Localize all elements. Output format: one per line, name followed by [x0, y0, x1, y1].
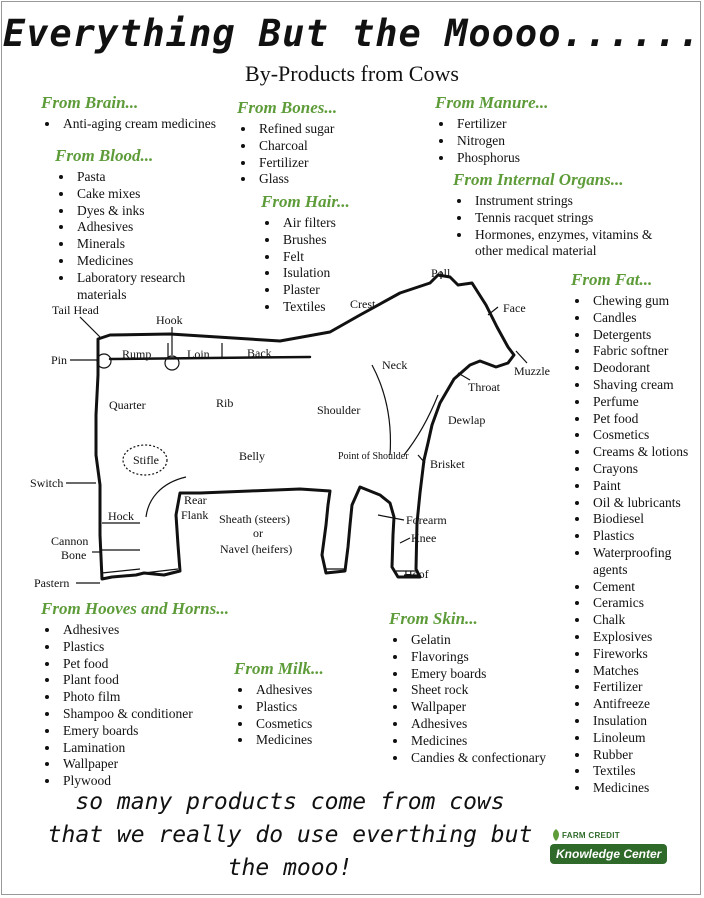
label-or: or [253, 526, 263, 540]
section-milk [234, 659, 324, 749]
muzzle-arrow [516, 351, 527, 363]
list-item: Shaving cream [593, 377, 697, 394]
list-item: Brushes [283, 232, 350, 249]
list-item: Felt [283, 249, 350, 266]
list-item: Plywood [63, 773, 229, 790]
section-heading: From Internal Organs... [453, 170, 624, 189]
section-brain [41, 93, 216, 133]
list-item: Textiles [593, 763, 697, 780]
section-fat [571, 270, 697, 797]
list-item: Insulation [593, 713, 697, 730]
section-manure [435, 93, 548, 166]
label-tail-head: Tail Head [52, 303, 99, 317]
list-item: Medicines [411, 733, 546, 750]
list-item: Wallpaper [411, 699, 546, 716]
label-forearm: Forearm [406, 513, 447, 527]
list-item: Rubber [593, 747, 697, 764]
label-face: Face [503, 301, 526, 315]
list-item: Paint [593, 478, 697, 495]
list-item: Adhesives [63, 622, 229, 639]
list-item: Ceramics [593, 595, 697, 612]
label-rear: Rear [184, 493, 207, 507]
section-heading: From Hair... [261, 192, 350, 211]
list-item: Creams & lotions [593, 444, 697, 461]
forearm-arrow [378, 515, 404, 520]
section-heading: From Brain... [41, 93, 139, 112]
list-item: Wallpaper [63, 756, 229, 773]
label-pastern: Pastern [34, 576, 70, 590]
list-item: Plaster [283, 282, 350, 299]
list-item: Minerals [77, 236, 215, 253]
label-flank: Flank [181, 508, 209, 522]
label-poll: Poll [431, 266, 451, 280]
list-item: Adhesives [77, 219, 215, 236]
section-heading: From Milk... [234, 659, 324, 678]
section-internal-organs [453, 170, 681, 260]
label-back: Back [247, 346, 272, 360]
list-item: Shampoo & conditioner [63, 706, 229, 723]
label-stifle: Stifle [133, 453, 159, 467]
label-hook: Hook [156, 313, 183, 327]
list-item: Plastics [593, 528, 697, 545]
footer-line: so many products come from cows [75, 789, 505, 815]
section-skin [389, 609, 546, 766]
label-point-of-shoulder: Point of Shoulder [338, 451, 409, 462]
list-item: Explosives [593, 629, 697, 646]
list-item: Plant food [63, 672, 229, 689]
section-hooves-horns [41, 599, 229, 790]
list-item: Dyes & inks [77, 203, 215, 220]
label-switch: Switch [30, 476, 64, 490]
cow-diagram [0, 255, 560, 595]
list-item: Biodiesel [593, 511, 697, 528]
list-item: Hormones, enzymes, vitamins & other medical material [475, 227, 681, 261]
list-item: Instrument strings [475, 193, 681, 210]
list-item: Lamination [63, 740, 229, 757]
list-item: Flavorings [411, 649, 546, 666]
list-item: Detergents [593, 327, 697, 344]
list-item: Chalk [593, 612, 697, 629]
page-subtitle: By-Products from Cows [245, 61, 459, 86]
footer-line: that we really do use everthing but [47, 822, 533, 848]
label-pin: Pin [51, 353, 68, 367]
list-item: Cosmetics [593, 427, 697, 444]
label-rib: Rib [216, 396, 234, 410]
list-item: Plastics [63, 639, 229, 656]
list-item: Antifreeze [593, 696, 697, 713]
pastern-lines [102, 569, 178, 573]
list-item: Waterproofing agents [593, 545, 697, 579]
knee-arrow [400, 538, 410, 543]
list-item: Cake mixes [77, 186, 215, 203]
page-title: Everything But the Moooo...... [2, 12, 702, 55]
footer-message [40, 786, 540, 885]
list-item: Fertilizer [457, 116, 548, 133]
list-item: Cement [593, 579, 697, 596]
label-loin: Loin [187, 347, 210, 361]
label-brisket: Brisket [430, 457, 465, 471]
list-item: Emery boards [63, 723, 229, 740]
label-muzzle: Muzzle [514, 364, 550, 378]
label-neck: Neck [382, 358, 408, 372]
list-item: Tennis racquet strings [475, 210, 681, 227]
list-item: Medicines [77, 253, 215, 270]
label-throat: Throat [468, 380, 500, 394]
label-hock: Hock [108, 509, 134, 523]
section-heading: From Fat... [571, 270, 653, 289]
label-shoulder: Shoulder [317, 403, 361, 417]
label-rump: Rump [122, 347, 152, 361]
shoulder-curve [372, 365, 390, 455]
label-navel: Navel (heifers) [220, 542, 293, 556]
throat-arrow [458, 373, 470, 380]
label-cannon: Cannon [51, 534, 89, 548]
list-item: Laboratory research materials [77, 270, 215, 304]
list-item: Cosmetics [256, 716, 324, 733]
list-item: Pasta [77, 169, 215, 186]
list-item: Fertilizer [593, 679, 697, 696]
list-item: Isulation [283, 265, 350, 282]
list-item: Candles [593, 310, 697, 327]
list-item: Deodorant [593, 360, 697, 377]
list-item: Pet food [63, 656, 229, 673]
list-item: Emery boards [411, 666, 546, 683]
section-heading: From Hooves and Horns... [41, 599, 229, 618]
list-item: Pet food [593, 411, 697, 428]
list-item: Adhesives [411, 716, 546, 733]
list-item: Fertilizer [259, 155, 337, 172]
tail-head-arrow [80, 317, 100, 337]
section-heading: From Blood... [55, 146, 154, 165]
list-item: Candies & confectionary [411, 749, 546, 765]
list-item: Oil & lubricants [593, 495, 697, 512]
list-item: Matches [593, 663, 697, 680]
list-item: Medicines [593, 780, 697, 797]
list-item: Fireworks [593, 646, 697, 663]
list-item: Fabric softner [593, 343, 697, 360]
list-item: Medicines [256, 732, 324, 749]
section-heading: From Bones... [237, 98, 338, 117]
section-heading: From Manure... [435, 93, 549, 112]
list-item: Photo film [63, 689, 229, 706]
list-item: Charcoal [259, 138, 337, 155]
list-item: Nitrogen [457, 133, 548, 150]
list-item: Perfume [593, 394, 697, 411]
list-item: Chewing gum [593, 293, 697, 310]
section-heading: From Skin... [389, 609, 478, 628]
list-item: Adhesives [256, 682, 324, 699]
list-item: Refined sugar [259, 121, 337, 138]
list-item: Phosphorus [457, 150, 548, 167]
label-bone: Bone [61, 548, 87, 562]
label-dewlap: Dewlap [448, 413, 486, 427]
list-item: Glass [259, 171, 337, 188]
label-sheath: Sheath (steers) [219, 512, 290, 526]
label-belly: Belly [239, 449, 265, 463]
list-item: Anti-aging cream medicines [63, 116, 216, 131]
label-quarter: Quarter [109, 398, 146, 412]
list-item: Air filters [283, 215, 350, 232]
list-item: Textiles [283, 299, 350, 316]
leaf-icon [550, 828, 562, 842]
logo-top-text: FARM CREDIT [562, 831, 620, 840]
logo-main-text: Knowledge Center [550, 844, 667, 864]
section-bones [237, 98, 337, 188]
list-item: Plastics [256, 699, 324, 716]
list-item: Gelatin [411, 632, 546, 649]
farm-credit-logo [548, 828, 664, 870]
list-item: Crayons [593, 461, 697, 478]
label-crest: Crest [350, 297, 376, 311]
list-item: Linoleum [593, 730, 697, 747]
label-knee: Knee [411, 531, 437, 545]
label-hoof: Hoof [404, 567, 429, 581]
list-item: Sheet rock [411, 682, 546, 699]
footer-line: the mooo! [227, 855, 353, 881]
